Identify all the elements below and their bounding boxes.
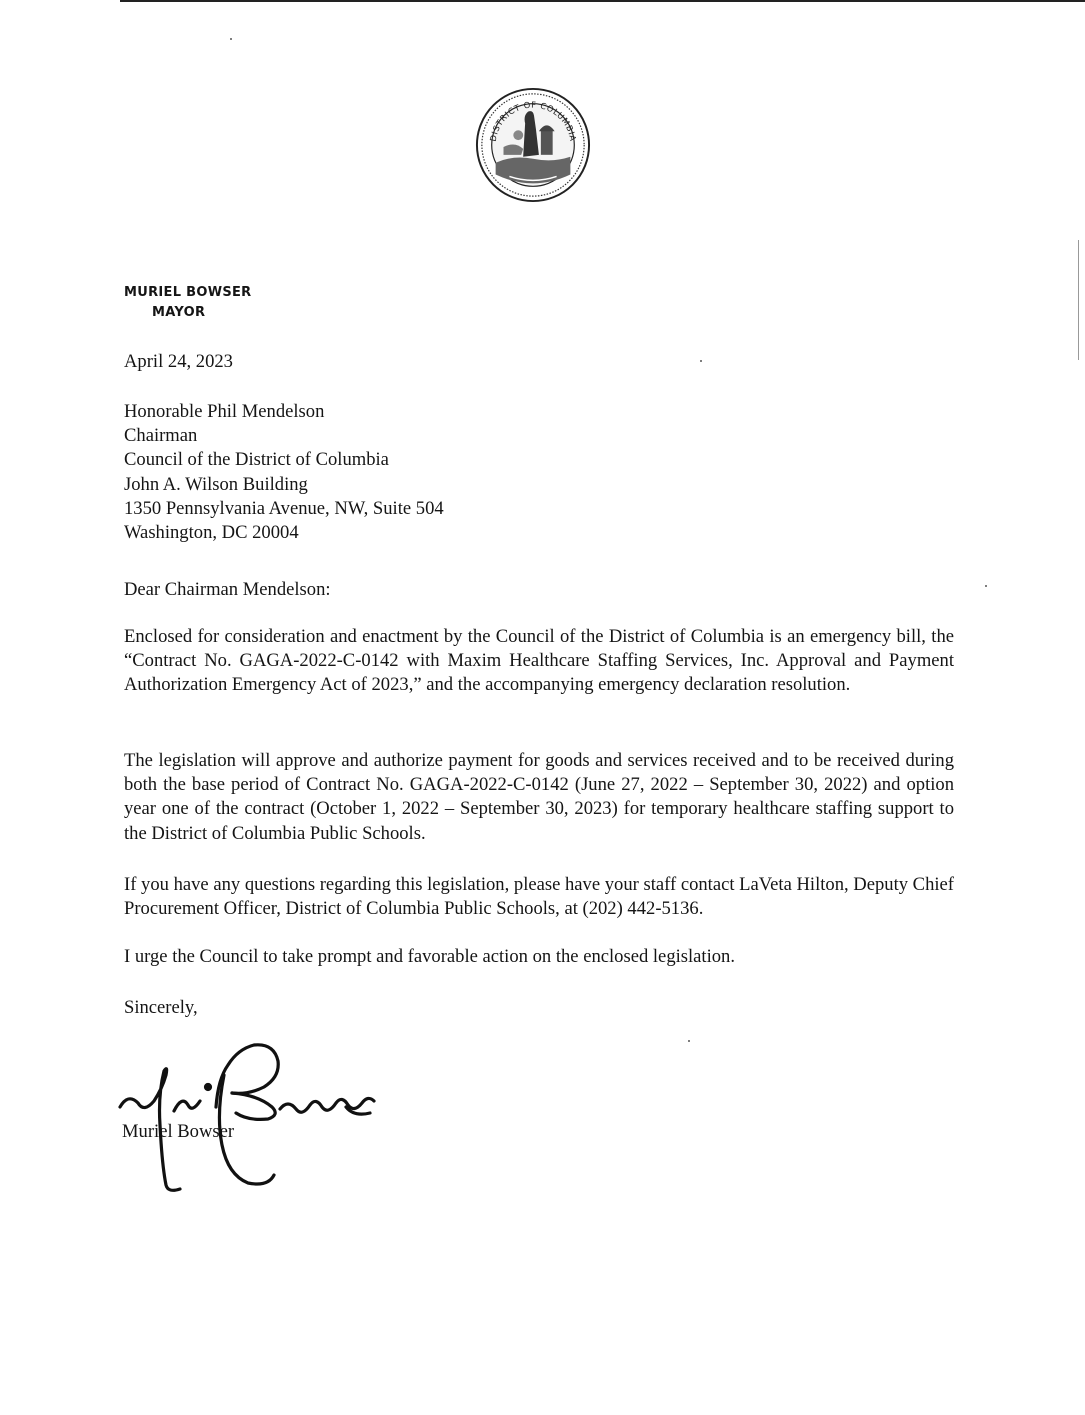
recipient-address bbox=[124, 400, 444, 545]
scan-edge-mark bbox=[1078, 240, 1079, 360]
recipient-line: Chairman bbox=[124, 425, 198, 447]
scan-speck bbox=[230, 38, 232, 40]
letterhead-name: MURIEL BOWSER bbox=[124, 285, 252, 300]
recipient-line: Honorable Phil Mendelson bbox=[124, 401, 325, 422]
salutation: Dear Chairman Mendelson: bbox=[124, 579, 331, 600]
body-paragraph: The legislation will approve and authorize payment for goods and services received and to be received during both the base period of Contract No. GAGA-2022-C-0142 (June 27, 2022 – September 30, 2022) and option year one of the contract (October 1, 2022 – September 30, 2023) for temporary healthcare staffing support to the District of Columbia Public Schools. bbox=[124, 750, 954, 844]
scan-speck bbox=[688, 1040, 690, 1042]
district-seal bbox=[474, 86, 592, 204]
handwritten-signature bbox=[108, 1035, 383, 1195]
recipient-line: Washington, DC 20004 bbox=[124, 521, 299, 543]
body-paragraph: If you have any questions regarding this legislation, please have your staff contact LaVeta Hilton, Deputy Chief Procurement Officer, District of Columbia Public Schools, at (202) 442-5136. bbox=[124, 874, 954, 920]
body-paragraph: I urge the Council to take prompt and favorable action on the enclosed legislation. bbox=[124, 946, 736, 967]
recipient-line: 1350 Pennsylvania Avenue, NW, Suite 504 bbox=[124, 497, 444, 519]
scan-speck bbox=[985, 585, 987, 587]
letter-date: April 24, 2023 bbox=[124, 351, 233, 372]
letterhead-title: MAYOR bbox=[152, 305, 206, 320]
top-border-line bbox=[120, 0, 1085, 2]
recipient-line: Council of the District of Columbia bbox=[124, 449, 389, 471]
typed-signature-name: Muriel Bowser bbox=[122, 1121, 235, 1142]
svg-text:DISTRICT OF COLUMBIA: DISTRICT OF COLUMBIA bbox=[487, 99, 579, 143]
recipient-line: John A. Wilson Building bbox=[124, 473, 308, 495]
closing: Sincerely, bbox=[124, 997, 198, 1018]
scan-speck bbox=[700, 360, 702, 362]
body-paragraph: Enclosed for consideration and enactment by the Council of the District of Columbia is an emergency bill, the “Contract No. GAGA-2022-C-0142 with Maxim Healthcare Staffing Services, Inc. Approval and Payment Authorization Emergency Act of 2023,” and the accompanying emergency declaration resolution. bbox=[124, 626, 954, 696]
